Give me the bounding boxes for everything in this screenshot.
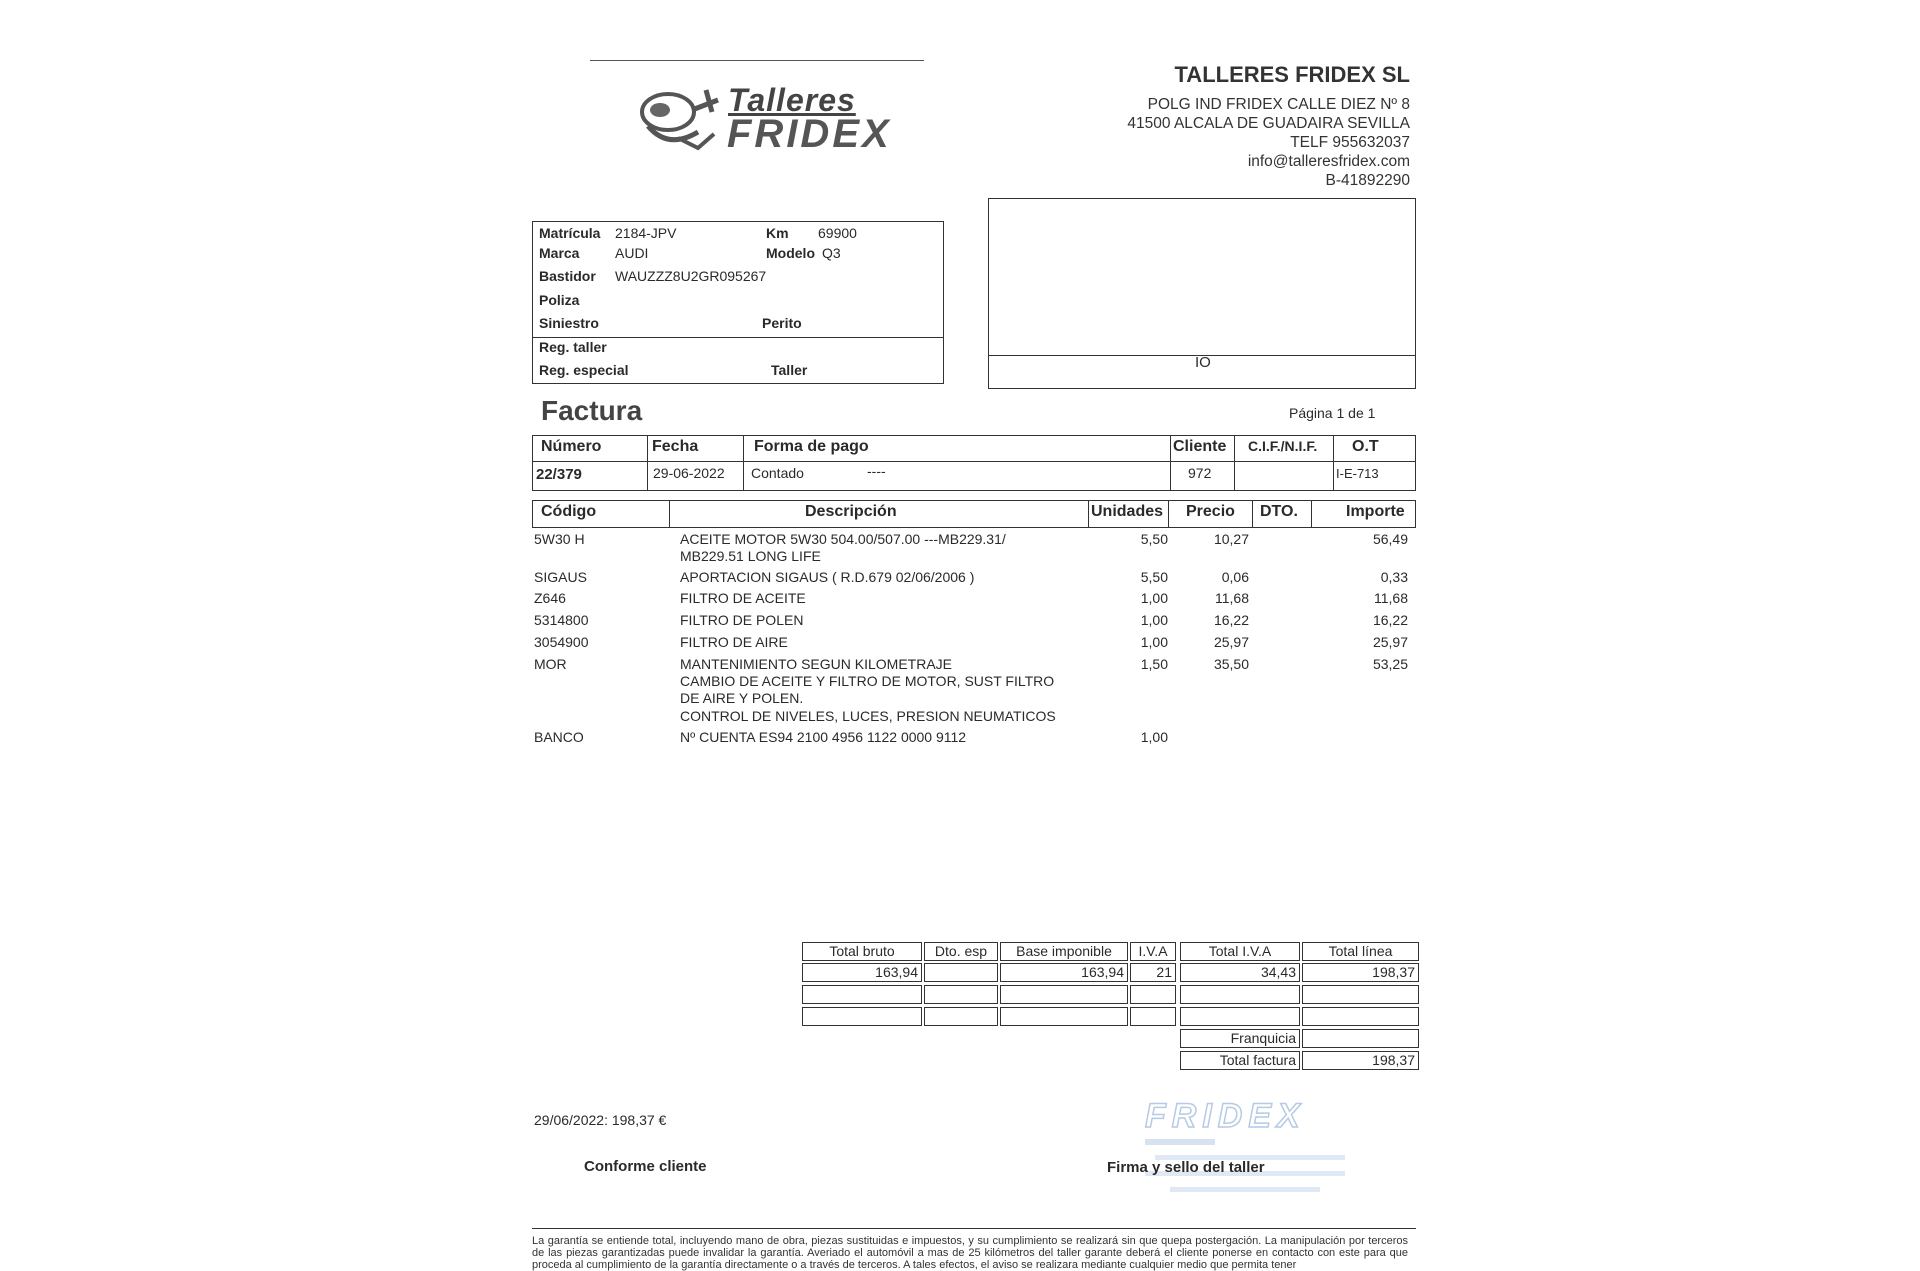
item-price: 16,22 — [1213, 612, 1249, 628]
payment-method: Contado — [751, 465, 804, 481]
marca-label: Marca — [539, 245, 580, 261]
item-description: APORTACION SIGAUS ( R.D.679 02/06/2006 ) — [680, 569, 975, 585]
total-linea-value: 198,37 — [1302, 963, 1419, 982]
total-linea-header: Total línea — [1302, 942, 1419, 961]
item-price: 35,50 — [1213, 656, 1249, 672]
client-box-top — [988, 198, 1416, 199]
client-number: 972 — [1188, 465, 1212, 481]
col-divider — [1333, 435, 1334, 491]
item-description: CONTROL DE NIVELES, LUCES, PRESION NEUMATICOS — [680, 708, 1056, 724]
header-ot: O.T — [1352, 438, 1379, 455]
item-price: 25,97 — [1213, 634, 1249, 650]
payment-note: 29/06/2022: 198,37 € — [534, 1112, 667, 1128]
perito-label: Perito — [762, 315, 802, 331]
item-description: MB229.51 LONG LIFE — [680, 548, 821, 564]
totals-empty-cell — [924, 1007, 998, 1026]
ot-number: I-E-713 — [1336, 466, 1379, 481]
totals-empty-cell — [1130, 1007, 1176, 1026]
item-units: 1,00 — [1140, 590, 1168, 606]
vehicle-box-divider — [532, 337, 944, 338]
item-amount: 16,22 — [1372, 612, 1408, 628]
col-divider — [1088, 500, 1089, 528]
payment-extra: ---- — [867, 463, 886, 479]
header-dto: DTO. — [1260, 503, 1298, 520]
item-units: 1,50 — [1140, 656, 1168, 672]
franquicia-value — [1302, 1029, 1419, 1048]
item-units: 1,00 — [1140, 612, 1168, 628]
bastidor-value: WAUZZZ8U2GR095267 — [615, 268, 767, 284]
iva-header: I.V.A — [1130, 942, 1176, 961]
item-code: SIGAUS — [534, 569, 587, 585]
totals-empty-cell — [1180, 1007, 1300, 1026]
col-divider — [669, 500, 670, 528]
logo-text-talleres: Talleres — [728, 82, 856, 118]
company-email: info@talleresfridex.com — [1247, 153, 1410, 170]
item-description: MANTENIMIENTO SEGUN KILOMETRAJE — [680, 656, 952, 672]
invoice-info-divider — [532, 461, 1416, 462]
item-code: MOR — [534, 656, 567, 672]
header-fecha: Fecha — [652, 438, 699, 455]
invoice-title: Factura — [541, 395, 643, 426]
item-description: FILTRO DE ACEITE — [680, 590, 806, 606]
company-address-2: 41500 ALCALA DE GUADAIRA SEVILLA — [1127, 115, 1410, 132]
item-units: 5,50 — [1140, 531, 1168, 547]
item-units: 5,50 — [1140, 569, 1168, 585]
item-description: FILTRO DE POLEN — [680, 612, 804, 628]
marca-value: AUDI — [615, 245, 649, 261]
header-unidades: Unidades — [1091, 503, 1164, 520]
dto-esp-header: Dto. esp — [924, 942, 998, 961]
matricula-label: Matrícula — [539, 225, 601, 241]
col-divider — [1252, 500, 1253, 528]
company-phone: TELF 955632037 — [1290, 134, 1410, 151]
item-amount: 0,33 — [1380, 569, 1408, 585]
item-code: 3054900 — [534, 634, 589, 650]
base-imponible-value: 163,94 — [1000, 963, 1128, 982]
item-price: 11,68 — [1215, 590, 1249, 606]
item-description: FILTRO DE AIRE — [680, 634, 788, 650]
poliza-label: Poliza — [539, 292, 580, 308]
km-value: 69900 — [818, 225, 857, 241]
item-units: 1,00 — [1140, 729, 1168, 745]
item-code: Z646 — [534, 590, 566, 606]
warranty-text: La garantía se entiende total, incluyendo mano de obra, piezas sustituidas e impuestos, y su cumplimiento se realizará sin que quepa postergación. La manipulación por terceros de las piezas garantizadas puede invalidar la garantía. Averiado el automóvil a mas de 25 kilómetros del taller garante deberá el cliente ponerse en contacto con este para que proceda al cumplimiento de la garantía directamente o a través de terceros. A tales efectos, el aviso se realizara mediante cualquier medio que permita tener — [532, 1235, 1408, 1271]
item-amount: 11,68 — [1374, 590, 1408, 606]
totals-empty-cell — [1302, 1007, 1419, 1026]
totals-empty-cell — [1302, 985, 1419, 1004]
totals-empty-cell — [1000, 985, 1128, 1004]
siniestro-label: Siniestro — [539, 315, 599, 331]
invoice-number: 22/379 — [536, 466, 582, 483]
iva-value: 21 — [1130, 963, 1176, 982]
total-bruto-header: Total bruto — [802, 942, 922, 961]
item-amount: 53,25 — [1372, 656, 1408, 672]
item-description: ACEITE MOTOR 5W30 504.00/507.00 ---MB229.31/ — [680, 531, 1006, 547]
col-divider — [1234, 435, 1235, 491]
company-stamp-icon — [1125, 1095, 1375, 1205]
vehicle-box — [532, 221, 944, 384]
totals-empty-cell — [1180, 985, 1300, 1004]
col-divider — [1311, 500, 1312, 528]
taller-label: Taller — [771, 362, 808, 378]
totals-empty-cell — [924, 985, 998, 1004]
header-importe: Importe — [1346, 503, 1405, 520]
totals-empty-cell — [1000, 1007, 1128, 1026]
item-amount: 25,97 — [1372, 634, 1408, 650]
logo-mascot-icon — [628, 80, 728, 155]
item-code: 5W30 H — [534, 531, 585, 547]
dto-esp-value — [924, 963, 998, 982]
company-address-1: POLG IND FRIDEX CALLE DIEZ Nº 8 — [1147, 96, 1410, 113]
company-cif: B-41892290 — [1325, 172, 1410, 189]
logo-text-fridex: FRIDEX — [727, 112, 892, 156]
item-price: 0,06 — [1221, 569, 1249, 585]
item-price: 10,27 — [1213, 531, 1249, 547]
page-number: Página 1 de 1 — [1289, 405, 1376, 421]
modelo-label: Modelo — [766, 245, 815, 261]
company-name: TALLERES FRIDEX SL — [1174, 62, 1410, 87]
franquicia-label: Franquicia — [1180, 1029, 1300, 1048]
logo-rule — [590, 60, 924, 61]
header-numero: Número — [541, 438, 602, 455]
header-cif: C.I.F./N.I.F. — [1248, 438, 1318, 454]
totals-empty-cell — [802, 985, 922, 1004]
totals-empty-cell — [802, 1007, 922, 1026]
header-codigo: Código — [541, 503, 597, 520]
item-description: Nº CUENTA ES94 2100 4956 1122 0000 9112 — [680, 729, 967, 745]
bastidor-label: Bastidor — [539, 268, 596, 284]
base-imponible-header: Base imponible — [1000, 942, 1128, 961]
item-units: 1,00 — [1140, 634, 1168, 650]
col-divider — [1168, 500, 1169, 528]
header-forma-pago: Forma de pago — [754, 438, 869, 455]
total-factura-value: 198,37 — [1302, 1051, 1419, 1070]
modelo-value: Q3 — [822, 245, 841, 261]
signature-client-label: Conforme cliente — [584, 1158, 707, 1175]
col-divider — [743, 435, 744, 491]
col-divider — [647, 435, 648, 491]
total-bruto-value: 163,94 — [802, 963, 922, 982]
total-factura-label: Total factura — [1180, 1051, 1300, 1070]
item-amount: 56,49 — [1372, 531, 1408, 547]
item-code: 5314800 — [534, 612, 589, 628]
footer-rule — [532, 1228, 1416, 1229]
invoice-date: 29-06-2022 — [653, 465, 725, 481]
item-code: BANCO — [534, 729, 584, 745]
svg-text:FRIDEX: FRIDEX — [1145, 1097, 1306, 1135]
signature-workshop-label: Firma y sello del taller — [1107, 1159, 1265, 1176]
header-descripcion: Descripción — [805, 503, 897, 520]
reg-especial-label: Reg. especial — [539, 362, 629, 378]
header-cliente: Cliente — [1173, 438, 1227, 455]
matricula-value: 2184-JPV — [615, 225, 677, 241]
km-label: Km — [766, 225, 789, 241]
header-precio: Precio — [1186, 503, 1235, 520]
col-divider — [1170, 435, 1171, 491]
item-description: DE AIRE Y POLEN. — [680, 690, 804, 706]
item-description: CAMBIO DE ACEITE Y FILTRO DE MOTOR, SUST FILTRO — [680, 673, 1055, 689]
totals-empty-cell — [1130, 985, 1176, 1004]
reg-taller-label: Reg. taller — [539, 339, 607, 355]
client-box-fragment: IO — [1195, 354, 1211, 371]
total-iva-header: Total I.V.A — [1180, 942, 1300, 961]
total-iva-value: 34,43 — [1180, 963, 1300, 982]
